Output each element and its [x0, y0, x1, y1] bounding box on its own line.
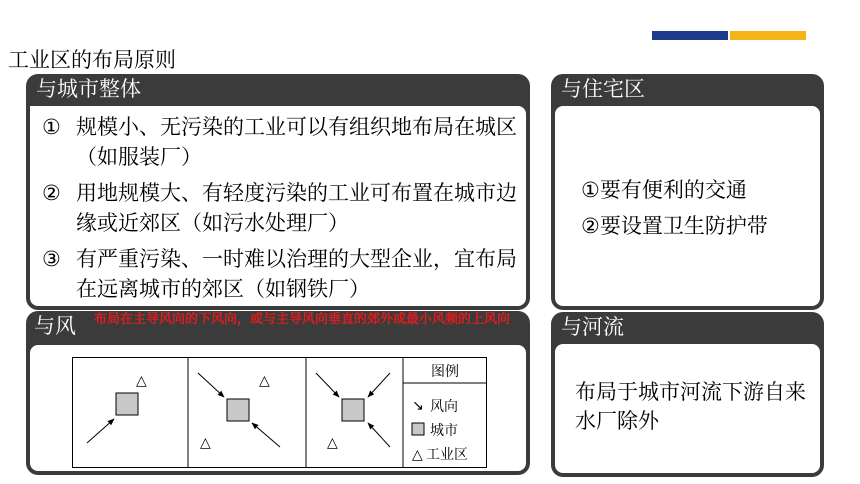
legend-label: 工业区 — [426, 447, 468, 463]
rule-text: 有严重污染、一时难以治理的大型企业，宜布局在远离城市的郊区（如钢铁厂） — [76, 247, 517, 301]
city-panel — [26, 74, 530, 310]
city-panel-body — [30, 106, 526, 306]
legend-industry-icon: △ — [412, 447, 423, 463]
residential-panel — [551, 74, 824, 310]
city-square — [116, 393, 138, 415]
legend-city-icon — [412, 423, 424, 435]
legend-label: 城市 — [430, 423, 458, 439]
rule-number: ② — [42, 181, 61, 205]
page-title: 工业区的布局原则 — [8, 48, 176, 72]
legend-title: 图例 — [431, 364, 459, 380]
residential-item: ②要设置卫生防护带 — [581, 214, 768, 238]
river-panel-header: 与河流 — [561, 315, 624, 339]
river-text: 布局于城市河流下游自来水厂除外 — [575, 380, 806, 433]
residential-panel-header: 与住宅区 — [561, 77, 645, 101]
rule-number: ① — [42, 115, 61, 139]
decor-bar-yellow — [730, 31, 806, 40]
wind-diagram — [72, 357, 492, 469]
wind-panel-header: 与风 — [34, 314, 76, 338]
industry-triangle-icon: △ — [327, 435, 338, 451]
legend-label: 风向 — [430, 399, 458, 415]
decor-bar-blue — [652, 31, 728, 40]
industry-triangle-icon: △ — [259, 373, 270, 389]
river-panel-body — [555, 344, 820, 473]
rule-text: 用地规模大、有轻度污染的工业可布置在城市边缘或近郊区（如污水处理厂） — [76, 181, 517, 235]
rule-number: ③ — [42, 247, 61, 271]
rule-text: 规模小、无污染的工业可以有组织地布局在城区（如服装厂） — [76, 115, 517, 169]
residential-panel-body — [555, 106, 820, 306]
city-panel-header: 与城市整体 — [36, 77, 141, 101]
industry-triangle-icon: △ — [136, 373, 147, 389]
wind-note: 布局在主导风向的下风向，或与主导风向垂直的郊外或最小风频的上风向 — [94, 312, 511, 327]
city-square — [227, 399, 249, 421]
residential-item: ①要有便利的交通 — [581, 178, 747, 202]
industry-triangle-icon: △ — [200, 435, 211, 451]
legend-wind-icon: ↘ — [412, 398, 424, 414]
river-panel — [551, 312, 824, 477]
city-square — [342, 399, 364, 421]
